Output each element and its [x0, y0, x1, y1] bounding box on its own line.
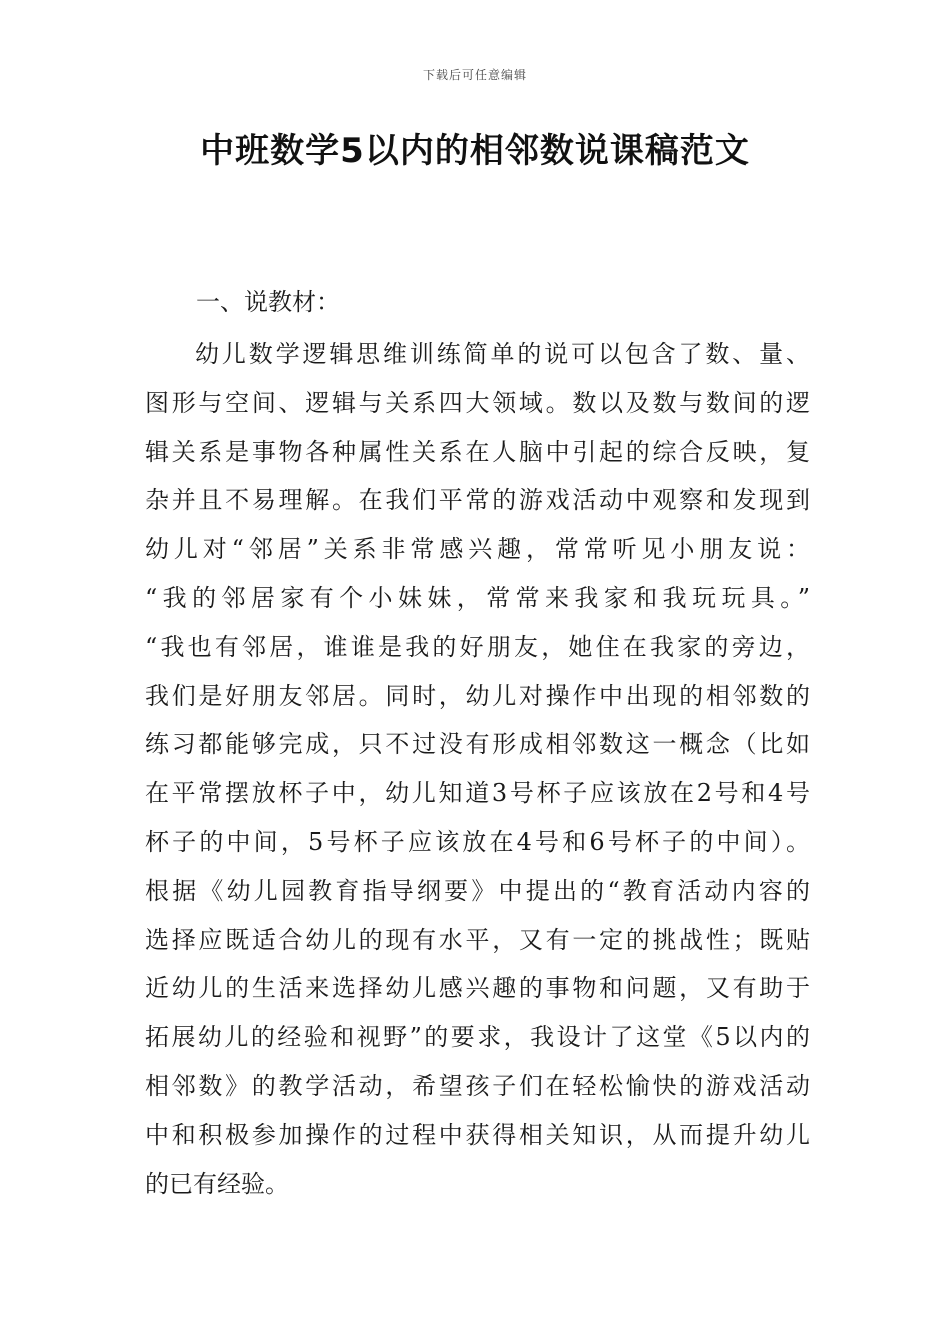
paragraph-line: “我的邻居家有个小妹妹，常常来我家和我玩玩具。” [145, 583, 810, 612]
paragraph-line: 选择应既适合幼儿的现有水平，又有一定的挑战性；既贴 [145, 925, 810, 954]
paragraph-line: 杂并且不易理解。在我们平常的游戏活动中观察和发现到 [145, 486, 810, 515]
body-paragraph [145, 330, 810, 1208]
paragraph-line: 幼儿对“邻居”关系非常感兴趣，常常听见小朋友说： [145, 535, 810, 564]
header-note: 下载后可任意编辑 [422, 68, 527, 82]
paragraph-line: 根据《幼儿园教育指导纲要》中提出的“教育活动内容的 [145, 876, 810, 905]
paragraph-line: 拓展幼儿的经验和视野”的要求，我设计了这堂《5以内的 [145, 1023, 810, 1052]
page-title: 中班数学5以内的相邻数说课稿范文 [200, 131, 750, 171]
paragraph-line: 幼儿数学逻辑思维训练简单的说可以包含了数、量、 [195, 340, 810, 368]
paragraph-line: 相邻数》的教学活动，希望孩子们在轻松愉快的游戏活动 [145, 1071, 810, 1100]
paragraph-line: 中和积极参加操作的过程中获得相关知识，从而提升幼儿 [145, 1120, 810, 1149]
paragraph-line: 练习都能够完成，只不过没有形成相邻数这一概念（比如 [145, 730, 810, 759]
paragraph-line: 杯子的中间，5号杯子应该放在4号和6号杯子的中间）。 [145, 827, 810, 856]
paragraph-line: 我们是好朋友邻居。同时，幼儿对操作中出现的相邻数的 [145, 681, 810, 710]
paragraph-line: 的已有经验。 [145, 1169, 289, 1198]
paragraph-line: 近幼儿的生活来选择幼儿感兴趣的事物和问题，又有助于 [145, 974, 810, 1003]
paragraph-line: 在平常摆放杯子中，幼儿知道3号杯子应该放在2号和4号 [145, 779, 810, 808]
section-heading: 一、说教材： [196, 288, 340, 316]
paragraph-line: 辑关系是事物各种属性关系在人脑中引起的综合反映，复 [145, 437, 810, 466]
paragraph-line: “我也有邻居，谁谁是我的好朋友，她住在我家的旁边， [145, 632, 810, 661]
paragraph-line: 图形与空间、逻辑与关系四大领域。数以及数与数间的逻 [145, 388, 810, 417]
